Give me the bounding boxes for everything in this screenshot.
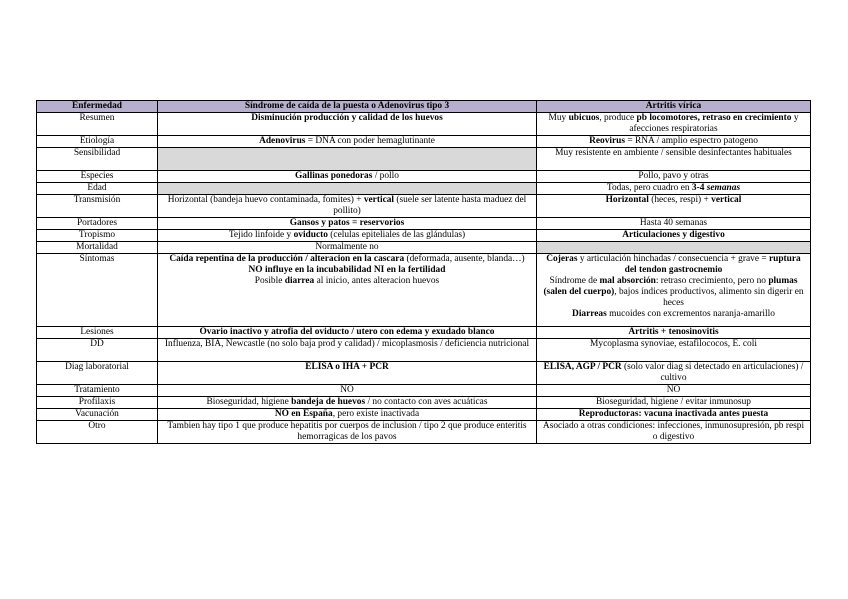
disease-comparison-table xyxy=(36,100,811,444)
cell-artritis: Hasta 40 semanas xyxy=(537,218,811,230)
row-label: Resumen xyxy=(37,113,158,136)
cell-edsc: NO xyxy=(158,385,537,397)
cell-artritis: Cojeras y articulación hinchadas / consecuencia + grave = ruptura del tendon gastrocnemio Síndrome de mal absorción: retraso crecimiento, pero no plumas (salen del cuerpo), bajos índices productivos, alimento sin digerir en heces Diarreas mucoides con excrementos naranja-amarillo xyxy=(537,254,811,327)
row-label: Especies xyxy=(37,171,158,183)
header-artritis-virica: Artritis vírica xyxy=(537,101,811,113)
row-label: Otro xyxy=(37,421,158,444)
cell-edsc: Normalmente no xyxy=(158,242,537,254)
row-label: Transmisión xyxy=(37,195,158,218)
cell-edsc: Gallinas ponedoras / pollo xyxy=(158,171,537,183)
cell-artritis: Muy resistente en ambiente / sensible desinfectantes habituales xyxy=(537,148,811,171)
row-label: Lesiones xyxy=(37,327,158,339)
cell-artritis: ELISA, AGP / PCR (solo valor diag si detectado en articulaciones) / cultivo xyxy=(537,362,811,385)
row-label: Etiología xyxy=(37,136,158,148)
table-row-dd xyxy=(37,339,811,362)
table-row-lesiones xyxy=(37,327,811,339)
table-row-sintomas xyxy=(37,254,811,327)
header-sindrome-caida-puesta: Síndrome de caída de la puesta o Adenovirus tipo 3 xyxy=(158,101,537,113)
cell-artritis: Muy ubicuos, produce pb locomotores, retraso en crecimiento y afecciones respiratorias xyxy=(537,113,811,136)
cell-edsc: ELISA o IHA + PCR xyxy=(158,362,537,385)
cell-artritis: Pollo, pavo y otras xyxy=(537,171,811,183)
cell-edsc-empty xyxy=(158,183,537,195)
cell-artritis: Horizontal (heces, respi) + vertical xyxy=(537,195,811,218)
cell-edsc: NO en España, pero existe inactivada xyxy=(158,409,537,421)
cell-artritis: NO xyxy=(537,385,811,397)
row-label: Portadores xyxy=(37,218,158,230)
row-label: Vacunación xyxy=(37,409,158,421)
table-row-edad xyxy=(37,183,811,195)
table-row-otro xyxy=(37,421,811,444)
row-label: Sensibilidad xyxy=(37,148,158,171)
row-label: Mortalidad xyxy=(37,242,158,254)
cell-edsc-empty xyxy=(158,148,537,171)
table-header-row xyxy=(37,101,811,113)
cell-artritis: Reproductoras: vacuna inactivada antes puesta xyxy=(537,409,811,421)
cell-edsc: Tambien hay tipo 1 que produce hepatitis por cuerpos de inclusion / tipo 2 que produce enteritis hemorragicas de los pavos xyxy=(158,421,537,444)
cell-artritis: Bioseguridad, higiene / evitar inmunosup xyxy=(537,397,811,409)
cell-edsc: Caída repentina de la producción / alteracion en la cascara (deformada, ausente, blanda…) NO influye en la incubabilidad NI en la fertilidad Posible diarrea al inicio, antes alteracion huevos xyxy=(158,254,537,327)
table-row-mortalidad xyxy=(37,242,811,254)
table-row-especies xyxy=(37,171,811,183)
table-row-vacunacion xyxy=(37,409,811,421)
table-row-etiologia xyxy=(37,136,811,148)
cell-artritis: Mycoplasma synoviae, estafilococos, E. coli xyxy=(537,339,811,362)
cell-edsc: Tejido linfoide y oviducto (celulas epiteliales de las glándulas) xyxy=(158,230,537,242)
table-row-portadores xyxy=(37,218,811,230)
table-row-profilaxis xyxy=(37,397,811,409)
table-row-tratamiento xyxy=(37,385,811,397)
cell-artritis: Asociado a otras condiciones: infecciones, inmunosupresión, pb respi o digestivo xyxy=(537,421,811,444)
cell-edsc: Ovario inactivo y atrofia del oviducto / utero con edema y exudado blanco xyxy=(158,327,537,339)
cell-artritis: Todas, pero cuadro en 3-4 semanas xyxy=(537,183,811,195)
cell-edsc: Influenza, BIA, Newcastle (no solo baja prod y calidad) / micoplasmosis / deficiencia nutricional xyxy=(158,339,537,362)
cell-artritis: Artritis + tenosinovitis xyxy=(537,327,811,339)
cell-artritis-empty xyxy=(537,242,811,254)
cell-edsc: Adenovirus = DNA con poder hemaglutinante xyxy=(158,136,537,148)
table-row-resumen xyxy=(37,113,811,136)
table-row-tropismo xyxy=(37,230,811,242)
table-row-diag-laboratorial xyxy=(37,362,811,385)
header-enfermedad: Enfermedad xyxy=(37,101,158,113)
row-label: Tratamiento xyxy=(37,385,158,397)
cell-edsc: Bioseguridad, higiene bandeja de huevos / no contacto con aves acuáticas xyxy=(158,397,537,409)
table-row-transmision xyxy=(37,195,811,218)
cell-edsc: Horizontal (bandeja huevo contaminada, fomites) + vertical (suele ser latente hasta maduez del pollito) xyxy=(158,195,537,218)
row-label: Profilaxis xyxy=(37,397,158,409)
row-label: Diag laboratorial xyxy=(37,362,158,385)
row-label: Síntomas xyxy=(37,254,158,327)
cell-artritis: Reovirus = RNA / amplio espectro patogeno xyxy=(537,136,811,148)
row-label: Edad xyxy=(37,183,158,195)
row-label: Tropismo xyxy=(37,230,158,242)
cell-edsc: Disminución producción y calidad de los huevos xyxy=(158,113,537,136)
table-row-sensibilidad xyxy=(37,148,811,171)
row-label: DD xyxy=(37,339,158,362)
cell-artritis: Articulaciones y digestivo xyxy=(537,230,811,242)
cell-edsc: Gansos y patos = reservorios xyxy=(158,218,537,230)
